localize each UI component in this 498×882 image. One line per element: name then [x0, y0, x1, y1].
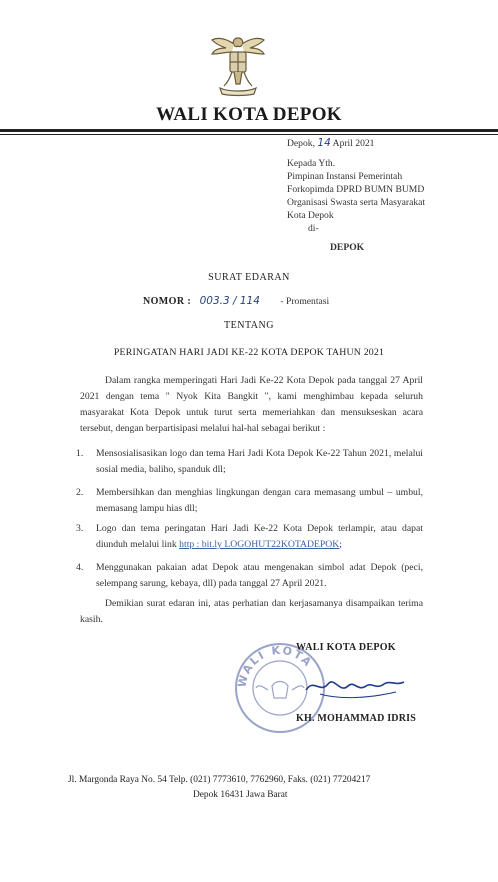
letterhead-rule [0, 129, 498, 132]
letterhead-rule-thin [0, 134, 498, 135]
download-link[interactable]: http : bit.ly LOGOHUT22KOTADEPOK [179, 539, 340, 550]
date-month-year: April 2021 [332, 138, 375, 149]
item-3-link-prefix: diunduh melalui link [96, 539, 180, 550]
letter-number-suffix: - Promentasi [280, 296, 330, 307]
item-3-line-1: Logo dan tema peringatan Hari Jadi Ke-22 Kota Depok terlampir, atau dapat [96, 523, 423, 534]
handwritten-signature-icon [300, 664, 410, 704]
item-2-number: 2. [76, 487, 84, 498]
addressee-city: DEPOK [330, 242, 365, 253]
footer-address: Jl. Margonda Raya No. 54 Telp. (021) 7773610, 7762960, Faks. (021) 77204217 [68, 775, 371, 785]
addressee-line-6: di- [308, 223, 319, 234]
paragraph-1-line-3: masyarakat Kota Depok untuk turut serta memeriahkan dan mensukseskan acara [80, 407, 423, 418]
letter-subject: PERINGATAN HARI JADI KE-22 KOTA DEPOK TAHUN 2021 [113, 347, 385, 358]
item-3-number: 3. [76, 523, 84, 534]
date-city: Depok, [287, 138, 315, 149]
letter-tentang: TENTANG [224, 320, 274, 331]
item-1-number: 1. [76, 448, 84, 459]
signature-title: WALI KOTA DEPOK [296, 642, 396, 653]
item-3-link-suffix: ; [339, 539, 342, 550]
date-line [287, 137, 374, 149]
item-2-line-2: memasang lampu hias dll; [96, 503, 198, 514]
letter-type: SURAT EDARAN [208, 272, 290, 283]
addressee-line-1: Kepada Yth. [287, 158, 336, 169]
item-2-line-1: Membersihkan dan menghias lingkungan dengan cara memasang umbul – umbul, [96, 487, 423, 498]
signatory-name: KH. MOHAMMAD IDRIS [296, 713, 416, 724]
date-day: 14 [317, 137, 331, 149]
item-4-line-2: selempang sarung, kebaya, dll) pada tanggal 27 April 2021. [96, 578, 327, 589]
item-1-line-2: sosial media, baliho, spanduk dll; [96, 464, 226, 475]
addressee-line-3: Forkopimda DPRD BUMN BUMD [287, 184, 425, 195]
stamp-text: WALI KOTA [235, 643, 316, 689]
item-4-number: 4. [76, 562, 84, 573]
letter-number [143, 295, 329, 307]
paragraph-1-line-2: 2021 dengan tema " Nyok Kita Bangkit ", kami menghimbau kepada seluruh [80, 391, 423, 402]
paragraph-1-line-1: Dalam rangka memperingati Hari Jadi Ke-22 Kota Depok pada tanggal 27 April [105, 375, 423, 386]
letter-number-label: NOMOR : [143, 296, 192, 307]
item-4-line-1: Menggunakan pakaian adat Depok atau mengenakan simbol adat Depok (peci, [96, 562, 423, 573]
addressee-line-5: Kota Depok [287, 210, 334, 221]
letterhead-title: WALI KOTA DEPOK [156, 104, 342, 125]
addressee-line-2: Pimpinan Instansi Pemerintah [287, 171, 403, 182]
paragraph-1-line-4: tersebut, dengan berpartisipasi melalui hal-hal sebagai berikut : [80, 423, 326, 434]
garuda-emblem-icon [206, 28, 270, 98]
closing-line-1: Demikian surat edaran ini, atas perhatian dan kerjasamanya disampaikan terima [105, 598, 423, 609]
addressee-line-4: Organisasi Swasta serta Masyarakat [287, 197, 426, 208]
letter-number-value: 003.3 / 114 [199, 295, 260, 307]
item-3-line-2 [96, 539, 342, 550]
footer-city: Depok 16431 Jawa Barat [193, 790, 288, 800]
item-1-line-1: Mensosialisasikan logo dan tema Hari Jadi Kota Depok Ke-22 Tahun 2021, melalui [96, 448, 423, 459]
closing-line-2: kasih. [80, 614, 103, 625]
